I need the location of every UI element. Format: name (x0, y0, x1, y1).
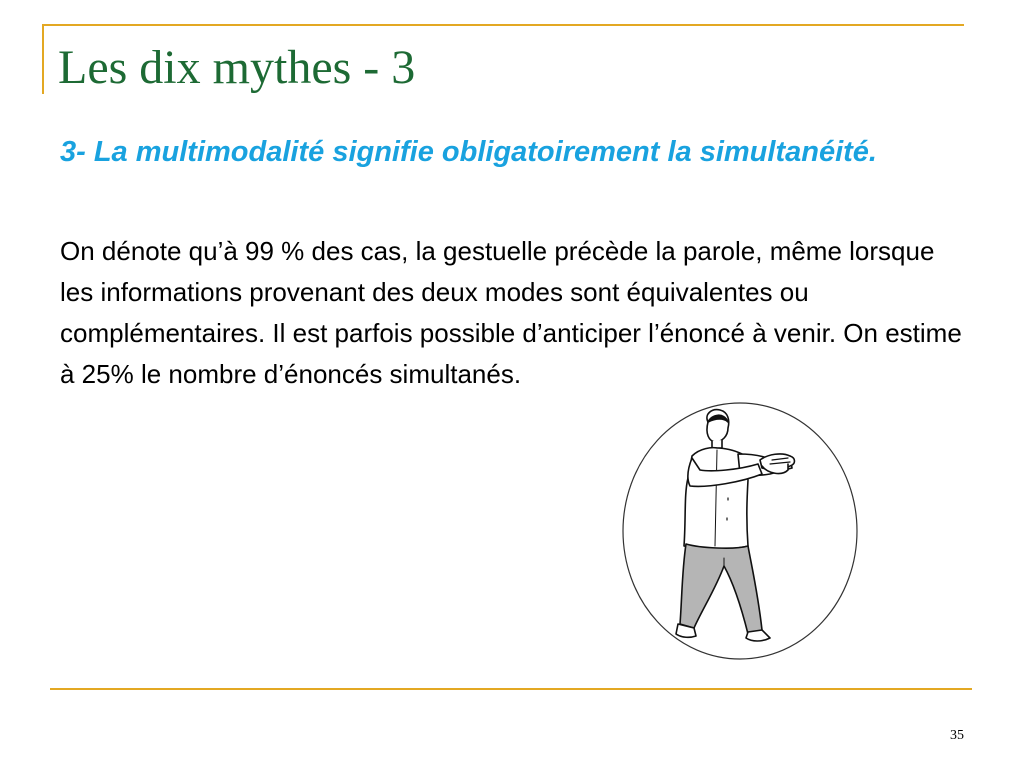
page-number: 35 (950, 728, 964, 743)
frame-bottom-rule (50, 688, 972, 690)
slide-title: Les dix mythes - 3 (58, 41, 416, 94)
gesturing-man-illustration (612, 398, 862, 664)
frame-top-rule (42, 24, 964, 26)
slide-body-text: On dénote qu’à 99 % des cas, la gestuelle précède la parole, même lorsque les informations provenant des deux modes sont équivalentes ou complémentaires. Il est parfois possible d’anticiper l’énoncé à venir. On estime à 25% le nombre d’énoncés simultanés. (60, 236, 962, 389)
frame-left-rule (42, 24, 44, 94)
slide-subtitle: 3- La multimodalité signifie obligatoirement la simultanéité. (60, 136, 877, 168)
man-figure (676, 410, 795, 641)
